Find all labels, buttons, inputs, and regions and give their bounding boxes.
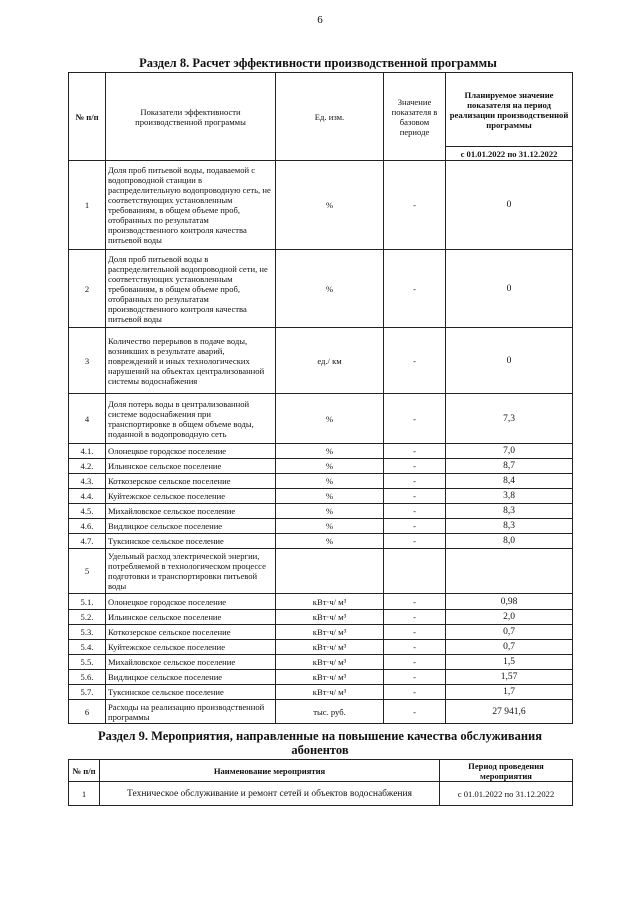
header-num: № п/п bbox=[69, 73, 106, 161]
table-row bbox=[69, 640, 573, 655]
unit: кВт·ч/ м³ bbox=[276, 640, 384, 655]
planned-value: 2,0 bbox=[446, 610, 573, 625]
planned-value: 7,0 bbox=[446, 444, 573, 459]
planned-value: 1,7 bbox=[446, 685, 573, 700]
table-row bbox=[69, 534, 573, 549]
unit: кВт·ч/ м³ bbox=[276, 610, 384, 625]
header-planned: Планируемое значение показателя на период реализации производственной программы bbox=[446, 73, 573, 147]
table-row bbox=[69, 459, 573, 474]
row-number: 4 bbox=[69, 394, 106, 444]
base-value: - bbox=[384, 610, 446, 625]
table-row bbox=[69, 328, 573, 394]
base-value: - bbox=[384, 594, 446, 610]
measure-name: Техническое обслуживание и ремонт сетей и объектов водоснабжения bbox=[100, 782, 440, 806]
row-number: 5.1. bbox=[69, 594, 106, 610]
base-value: - bbox=[384, 474, 446, 489]
base-value: - bbox=[384, 459, 446, 474]
base-value: - bbox=[384, 640, 446, 655]
unit: % bbox=[276, 474, 384, 489]
planned-value: 0,98 bbox=[446, 594, 573, 610]
measures-table bbox=[68, 759, 573, 806]
base-value: - bbox=[384, 625, 446, 640]
row-number: 5.4. bbox=[69, 640, 106, 655]
unit: кВт·ч/ м³ bbox=[276, 670, 384, 685]
row-number: 4.6. bbox=[69, 519, 106, 534]
base-value: - bbox=[384, 444, 446, 459]
efficiency-table bbox=[68, 72, 573, 724]
base-value: - bbox=[384, 504, 446, 519]
table-row bbox=[69, 782, 573, 806]
indicator-name: Олонецкое городское поселение bbox=[106, 594, 276, 610]
table-row bbox=[69, 444, 573, 459]
row-number: 5.5. bbox=[69, 655, 106, 670]
planned-value: 8,7 bbox=[446, 459, 573, 474]
row-number: 5.6. bbox=[69, 670, 106, 685]
row-number: 4.5. bbox=[69, 504, 106, 519]
unit: % bbox=[276, 519, 384, 534]
planned-value: 27 941,6 bbox=[446, 700, 573, 724]
indicator-name: Количество перерывов в подаче воды, возникших в результате аварий, повреждений и иных технологических нарушений на объектах централизованной системы водоснабжения bbox=[106, 328, 276, 394]
measures-header-num: № п/п bbox=[69, 760, 100, 782]
table-row bbox=[69, 685, 573, 700]
row-number: 5.2. bbox=[69, 610, 106, 625]
table-row bbox=[69, 594, 573, 610]
base-value: - bbox=[384, 670, 446, 685]
table-row bbox=[69, 670, 573, 685]
unit: % bbox=[276, 250, 384, 328]
measure-number: 1 bbox=[69, 782, 100, 806]
indicator-name: Ильинское сельское поселение bbox=[106, 610, 276, 625]
unit: ед./ км bbox=[276, 328, 384, 394]
planned-value: 1,5 bbox=[446, 655, 573, 670]
section9-title: Раздел 9. Мероприятия, направленные на повышение качества обслуживания абонентов bbox=[97, 729, 543, 757]
indicator-name: Туксинское сельское поселение bbox=[106, 534, 276, 549]
header-period: с 01.01.2022 по 31.12.2022 bbox=[446, 147, 573, 161]
table-row bbox=[69, 250, 573, 328]
planned-value: 0 bbox=[446, 250, 573, 328]
base-value: - bbox=[384, 250, 446, 328]
table-row bbox=[69, 519, 573, 534]
base-value: - bbox=[384, 489, 446, 504]
planned-value: 8,0 bbox=[446, 534, 573, 549]
unit: % bbox=[276, 459, 384, 474]
measures-header-period: Период проведения мероприятия bbox=[440, 760, 573, 782]
planned-value: 0,7 bbox=[446, 640, 573, 655]
table-row bbox=[69, 700, 573, 724]
unit: % bbox=[276, 534, 384, 549]
indicator-name: Доля проб питьевой воды, подаваемой с водопроводной станции в распределительную водопроводную сеть, не соответствующих установленным требованиям, в общем объеме проб, отобранных по результатам производственного контроля качества питьевой воды bbox=[106, 161, 276, 250]
row-number: 4.7. bbox=[69, 534, 106, 549]
indicator-name: Расходы на реализацию производственной программы bbox=[106, 700, 276, 724]
unit: кВт·ч/ м³ bbox=[276, 594, 384, 610]
base-value: - bbox=[384, 161, 446, 250]
base-value: - bbox=[384, 394, 446, 444]
indicator-name: Коткозерское сельское поселение bbox=[106, 474, 276, 489]
indicator-name: Куйтежское сельское поселение bbox=[106, 640, 276, 655]
table-row bbox=[69, 625, 573, 640]
base-value: - bbox=[384, 655, 446, 670]
unit: кВт·ч/ м³ bbox=[276, 655, 384, 670]
unit: кВт·ч/ м³ bbox=[276, 685, 384, 700]
header-unit: Ед. изм. bbox=[276, 73, 384, 161]
row-number: 6 bbox=[69, 700, 106, 724]
unit: % bbox=[276, 161, 384, 250]
planned-value: 0 bbox=[446, 161, 573, 250]
planned-value bbox=[446, 549, 573, 594]
planned-value: 8,3 bbox=[446, 504, 573, 519]
indicator-name: Михайловское сельское поселение bbox=[106, 504, 276, 519]
indicator-name: Туксинское сельское поселение bbox=[106, 685, 276, 700]
indicator-name: Ильинское сельское поселение bbox=[106, 459, 276, 474]
header-base: Значение показателя в базовом периоде bbox=[384, 73, 446, 161]
base-value: - bbox=[384, 519, 446, 534]
measures-table-body bbox=[69, 782, 573, 806]
row-number: 5.7. bbox=[69, 685, 106, 700]
table-row bbox=[69, 504, 573, 519]
base-value: - bbox=[384, 685, 446, 700]
row-number: 4.2. bbox=[69, 459, 106, 474]
unit: кВт·ч/ м³ bbox=[276, 625, 384, 640]
planned-value: 0 bbox=[446, 328, 573, 394]
unit bbox=[276, 549, 384, 594]
page-number: 6 bbox=[317, 14, 323, 26]
base-value bbox=[384, 549, 446, 594]
row-number: 3 bbox=[69, 328, 106, 394]
indicator-name: Видлицкое сельское поселение bbox=[106, 670, 276, 685]
row-number: 4.1. bbox=[69, 444, 106, 459]
base-value: - bbox=[384, 534, 446, 549]
planned-value: 8,4 bbox=[446, 474, 573, 489]
row-number: 1 bbox=[69, 161, 106, 250]
planned-value: 8,3 bbox=[446, 519, 573, 534]
measures-header-name: Наименование мероприятия bbox=[100, 760, 440, 782]
row-number: 5 bbox=[69, 549, 106, 594]
table-row bbox=[69, 610, 573, 625]
indicator-name: Видлицкое сельское поселение bbox=[106, 519, 276, 534]
table-row bbox=[69, 549, 573, 594]
table-row bbox=[69, 474, 573, 489]
header-indicator: Показатели эффективности производственной программы bbox=[106, 73, 276, 161]
planned-value: 3,8 bbox=[446, 489, 573, 504]
unit: % bbox=[276, 444, 384, 459]
measure-period: с 01.01.2022 по 31.12.2022 bbox=[440, 782, 573, 806]
row-number: 5.3. bbox=[69, 625, 106, 640]
indicator-name: Олонецкое городское поселение bbox=[106, 444, 276, 459]
row-number: 4.3. bbox=[69, 474, 106, 489]
planned-value: 1,57 bbox=[446, 670, 573, 685]
base-value: - bbox=[384, 700, 446, 724]
indicator-name: Доля потерь воды в централизованной системе водоснабжения при транспортировке в общем объеме воды, поданной в водопроводную сеть bbox=[106, 394, 276, 444]
indicator-name: Куйтежское сельское поселение bbox=[106, 489, 276, 504]
base-value: - bbox=[384, 328, 446, 394]
indicator-name: Михайловское сельское поселение bbox=[106, 655, 276, 670]
indicator-name: Коткозерское сельское поселение bbox=[106, 625, 276, 640]
unit: тыс. руб. bbox=[276, 700, 384, 724]
table-row bbox=[69, 394, 573, 444]
unit: % bbox=[276, 504, 384, 519]
unit: % bbox=[276, 489, 384, 504]
row-number: 2 bbox=[69, 250, 106, 328]
section8-title: Раздел 8. Расчет эффективности производственной программы bbox=[139, 56, 497, 70]
table-row bbox=[69, 161, 573, 250]
row-number: 4.4. bbox=[69, 489, 106, 504]
indicator-name: Доля проб питьевой воды в распределительной водопроводной сети, не соответствующих установленным требованиям, в общем объеме проб, отобранных по результатам производственного контроля качества питьевой воды bbox=[106, 250, 276, 328]
indicator-name: Удельный расход электрической энергии, потребляемой в технологическом процессе подготовки и транспортировки питьевой воды bbox=[106, 549, 276, 594]
planned-value: 0,7 bbox=[446, 625, 573, 640]
planned-value: 7,3 bbox=[446, 394, 573, 444]
unit: % bbox=[276, 394, 384, 444]
efficiency-table-body bbox=[69, 161, 573, 724]
table-row bbox=[69, 489, 573, 504]
table-row bbox=[69, 655, 573, 670]
